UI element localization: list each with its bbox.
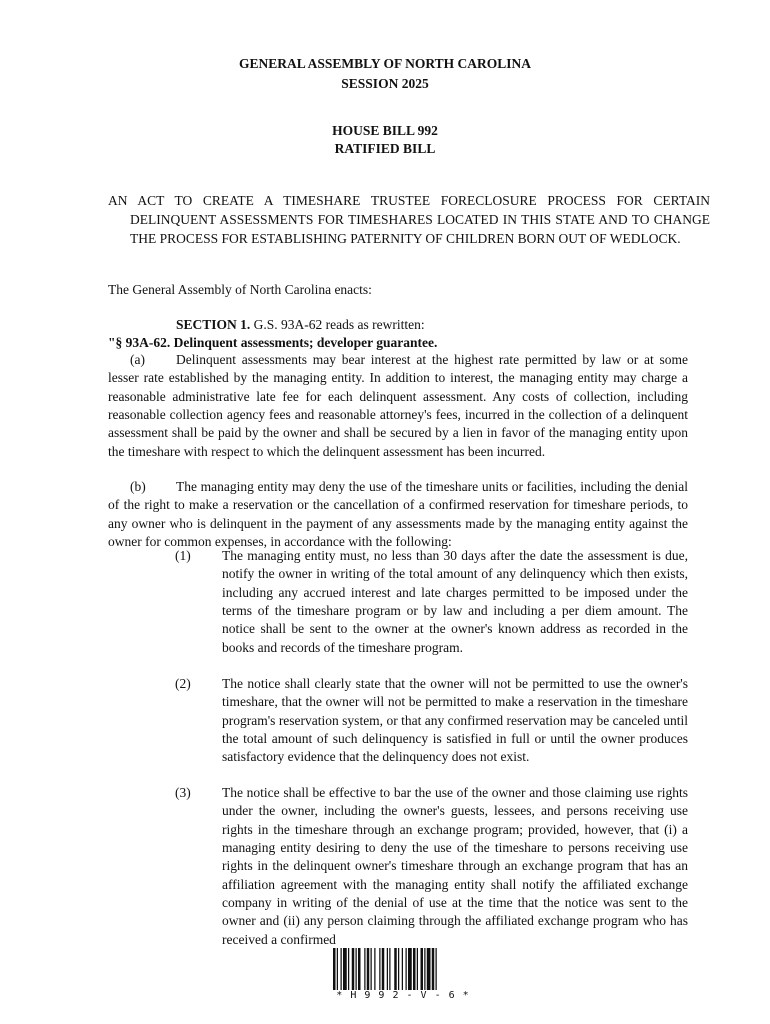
subsection-b	[108, 478, 688, 551]
list-item-number: (1)	[175, 548, 191, 563]
session-heading: SESSION 2025	[341, 76, 429, 91]
statute-heading: "§ 93A-62. Delinquent assessments; developer guarantee.	[108, 335, 438, 350]
list-item	[175, 784, 688, 949]
subsection-a-label: (a)	[130, 352, 145, 367]
section-1-text: G.S. 93A-62 reads as rewritten:	[253, 317, 425, 332]
bill-status-heading: RATIFIED BILL	[334, 141, 436, 156]
section-1-intro	[176, 317, 425, 333]
subsection-a-text: Delinquent assessments may bear interest at the highest rate permitted by law or at some lesser rate established by the managing entity. In addition to interest, the managing entity may charge a reasonable administrative late fee for each delinquent assessment. Any costs of collection, including reasonable collection agency fees and reasonable attorney's fees, incurred in the collection of a delinquent assessment shall be paid by the owner and shall be secured by a lien in favor of the managing entity upon the timeshare with respect to which the delinquent assessment has been incurred.	[108, 352, 688, 459]
barcode-label: * H 9 9 2 - V - 6 *	[336, 990, 470, 1001]
bill-number-heading: HOUSE BILL 992	[332, 123, 438, 138]
list-item-text: The notice shall clearly state that the owner will not be permitted to use the owner's timeshare, that the owner will not be permitted to make a reservation in the timeshare program's reservation system, or that any confirmed reservation may be canceled until the total amount of such delinquency is satisfied in full or until the owner produces satisfactory evidence that the delinquency does not exist.	[222, 676, 688, 765]
subsection-a	[108, 351, 688, 461]
list-item	[175, 675, 688, 767]
list-item-number: (3)	[175, 785, 191, 800]
act-title: AN ACT TO CREATE A TIMESHARE TRUSTEE FORECLOSURE PROCESS FOR CERTAIN DELINQUENT ASSESSMENTS FOR TIMESHARES LOCATED IN THIS STATE AND TO CHANGE THE PROCESS FOR ESTABLISHING PATERNITY OF CHILDREN BORN OUT OF WEDLOCK.	[108, 193, 710, 246]
assembly-heading: GENERAL ASSEMBLY OF NORTH CAROLINA	[238, 56, 532, 71]
list-item-text: The managing entity must, no less than 30 days after the date the assessment is due, notify the owner in writing of the total amount of any delinquency which then exists, including any accrued interest and late charges permitted to be imposed under the terms of the timeshare program or by law and including a per diem amount. The notice shall be sent to the owner at the owner's known address as recorded in the books and records of the timeshare program.	[222, 548, 688, 655]
list-item	[175, 547, 688, 657]
barcode-image	[333, 948, 473, 990]
subsection-b-label: (b)	[130, 479, 146, 494]
subsection-b-text: The managing entity may deny the use of the timeshare units or facilities, including the denial of the right to make a reservation or the cancellation of a confirmed reservation for timeshare periods, to any owner who is delinquent in the payment of any assessments made by the managing entity against the owner for common expenses, in accordance with the following:	[108, 479, 688, 550]
list-item-text: The notice shall be effective to bar the use of the owner and those claiming use rights under the owner, including the owner's guests, lessees, and persons receiving use rights in the timeshare through an exchange program; provided, however, that (i) a managing entity desiring to deny the use of the timeshare to persons receiving use rights in the delinquent owner's timeshare through an exchange program that has an affiliation agreement with the managing entity shall notify the affiliated exchange company in writing of the denial of use at the time that the notice was sent to the owner and (ii) any person claiming through the affiliated exchange program who has received a confirmed	[222, 785, 688, 947]
enacting-clause: The General Assembly of North Carolina enacts:	[108, 282, 372, 297]
list-item-number: (2)	[175, 676, 191, 691]
section-1-label: SECTION 1.	[176, 317, 251, 332]
